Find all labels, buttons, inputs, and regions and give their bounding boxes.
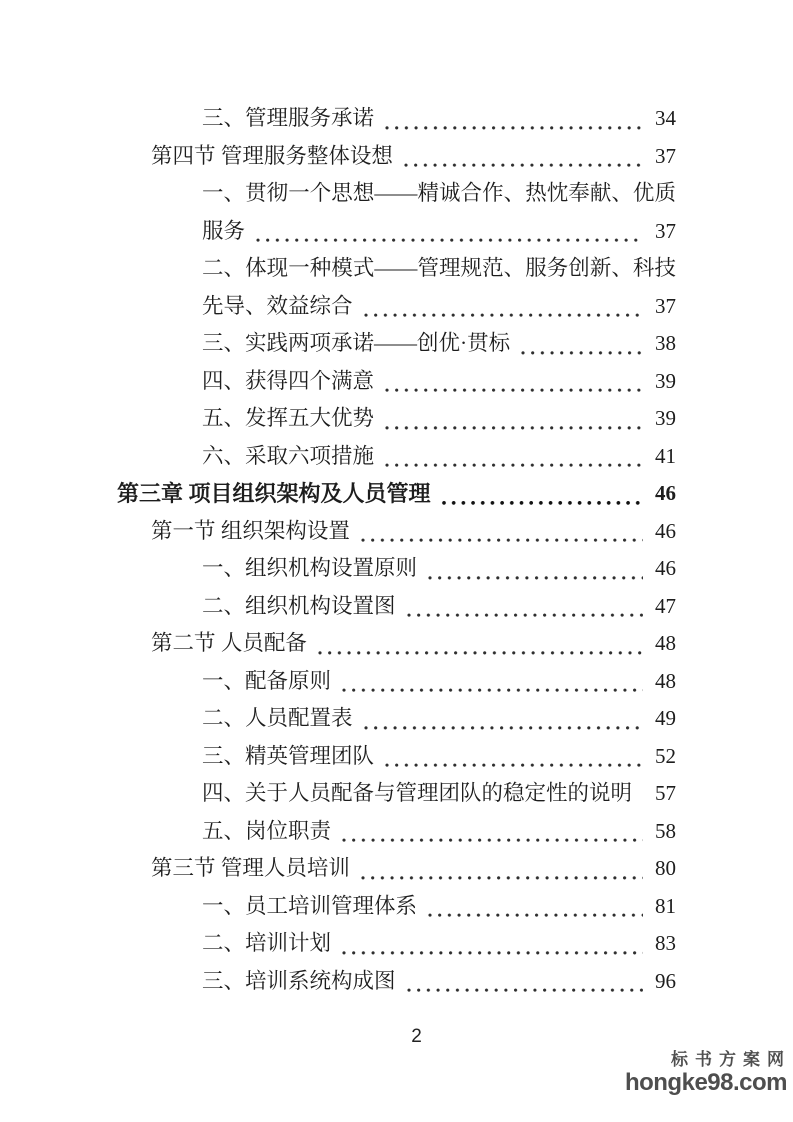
toc-page-number: 83 (655, 931, 676, 955)
toc-entry-text: 四、获得四个满意 (202, 368, 375, 393)
toc-page-number: 57 (655, 781, 676, 805)
toc-entry[interactable] (117, 663, 676, 701)
toc-page-number: 48 (655, 631, 676, 655)
toc-entry-text: 三、实践两项承诺——创优·贯标 (202, 331, 511, 355)
toc-entry-text: 二、培训计划 (202, 931, 332, 955)
toc-entry-text: 五、发挥五大优势 (202, 406, 375, 430)
toc-page-number: 39 (655, 406, 676, 430)
toc-page-number: 96 (655, 968, 676, 993)
toc-entry-text: 一、配备原则 (202, 668, 332, 693)
dot-leader (383, 438, 643, 476)
dot-leader (383, 100, 643, 138)
toc-page-number: 48 (655, 668, 676, 693)
dot-leader (383, 363, 643, 401)
toc-page-number: 49 (655, 706, 676, 730)
toc-entry[interactable] (117, 625, 676, 663)
dot-leader (359, 850, 643, 888)
toc-page-number: 46 (655, 556, 676, 580)
toc-entry-text: 第三章 项目组织架构及人员管理 (117, 481, 431, 506)
toc-page-number: 38 (655, 331, 676, 355)
toc-entry[interactable] (117, 325, 676, 363)
toc-entry[interactable] (117, 400, 676, 438)
toc-entry[interactable] (117, 888, 676, 926)
toc-page-number: 34 (655, 106, 676, 130)
toc-page-number: 52 (655, 743, 676, 768)
toc-entry-text: 一、组织机构设置原则 (202, 556, 418, 580)
dot-leader (405, 963, 643, 1001)
dot-leader (340, 663, 643, 701)
dot-leader (426, 550, 643, 588)
watermark (624, 1050, 791, 1096)
dot-leader (340, 925, 643, 963)
dot-leader (519, 325, 643, 363)
toc-entry[interactable] (117, 813, 676, 851)
toc-entry-text: 五、岗位职责 (202, 818, 332, 843)
toc-page-number: 37 (655, 293, 676, 318)
toc-entry-text: 二、组织机构设置图 (202, 593, 396, 618)
toc-entry[interactable] (117, 550, 676, 588)
dot-leader (362, 288, 643, 326)
toc-entry-text: 三、管理服务承诺 (202, 106, 375, 130)
table-of-contents (117, 100, 676, 1000)
toc-entry-text: 三、培训系统构成图 (202, 968, 396, 993)
toc-page-number: 37 (655, 218, 676, 243)
toc-entry-text: 第四节 管理服务整体设想 (151, 143, 393, 168)
toc-entry-text: 服务 (202, 218, 246, 243)
toc-entry[interactable] (117, 250, 676, 288)
toc-page-number: 46 (655, 518, 676, 543)
toc-entry[interactable] (117, 438, 676, 476)
toc-entry[interactable] (117, 925, 676, 963)
toc-page-number: 81 (655, 893, 676, 918)
dot-leader (316, 625, 643, 663)
watermark-site-url: hongke98.com (624, 1069, 787, 1096)
dot-leader (254, 213, 643, 251)
watermark-site-name: 标书方案网 (671, 1050, 791, 1069)
toc-entry[interactable] (117, 963, 676, 1001)
toc-page-number: 39 (655, 368, 676, 393)
toc-entry[interactable] (117, 738, 676, 776)
dot-leader (440, 475, 643, 513)
dot-leader (340, 813, 643, 851)
toc-page-number: 80 (655, 856, 676, 880)
toc-entry-text: 四、关于人员配备与管理团队的稳定性的说明 (202, 781, 633, 805)
toc-entry[interactable] (117, 100, 676, 138)
toc-entry[interactable] (117, 588, 676, 626)
toc-entry-text: 一、员工培训管理体系 (202, 893, 418, 918)
toc-entry-text: 二、体现一种模式——管理规范、服务创新、科技 (202, 256, 676, 280)
toc-entry[interactable] (117, 363, 676, 401)
toc-entry-text: 二、人员配置表 (202, 706, 353, 730)
toc-entry-text: 一、贯彻一个思想——精诚合作、热忱奉献、优质 (202, 181, 676, 205)
toc-entry[interactable] (117, 475, 676, 513)
dot-leader (383, 400, 643, 438)
toc-entry[interactable] (117, 288, 676, 326)
toc-entry-text: 三、精英管理团队 (202, 743, 375, 768)
toc-entry[interactable] (117, 138, 676, 176)
toc-entry[interactable] (117, 775, 676, 813)
dot-leader (426, 888, 643, 926)
toc-entry[interactable] (117, 175, 676, 213)
toc-page-number: 58 (655, 818, 676, 843)
toc-entry[interactable] (117, 850, 676, 888)
toc-entry-text: 六、采取六项措施 (202, 443, 375, 468)
toc-entry[interactable] (117, 213, 676, 251)
dot-leader (641, 775, 643, 813)
dot-leader (402, 138, 643, 176)
dot-leader (383, 738, 643, 776)
toc-page-number: 41 (655, 443, 676, 468)
toc-entry[interactable] (117, 700, 676, 738)
dot-leader (405, 588, 643, 626)
toc-page-number: 46 (655, 481, 676, 505)
toc-page-number: 47 (655, 593, 676, 618)
toc-page-number: 37 (655, 143, 676, 168)
page-number: 2 (411, 1026, 422, 1047)
toc-entry-text: 第一节 组织架构设置 (151, 518, 350, 543)
dot-leader (359, 513, 643, 551)
dot-leader (362, 700, 643, 738)
toc-entry-text: 先导、效益综合 (202, 293, 353, 318)
toc-entry[interactable] (117, 513, 676, 551)
toc-entry-text: 第三节 管理人员培训 (151, 856, 350, 880)
toc-entry-text: 第二节 人员配备 (151, 631, 307, 655)
